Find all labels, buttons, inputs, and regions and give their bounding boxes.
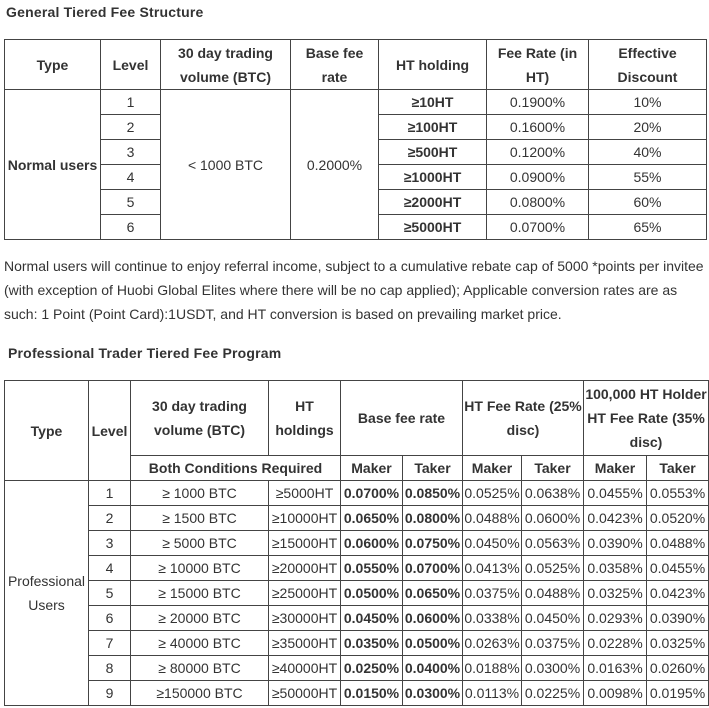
level-cell: 1 bbox=[101, 90, 161, 115]
col-ht-holding: HT holding bbox=[379, 40, 487, 90]
ht-holdings-cell: ≥35000HT bbox=[269, 631, 341, 656]
table-row bbox=[5, 681, 709, 706]
col-base-maker: Maker bbox=[341, 456, 403, 481]
holder-maker-cell: 0.0163% bbox=[584, 656, 647, 681]
base-taker-cell: 0.0850% bbox=[403, 481, 463, 506]
base-taker-cell: 0.0300% bbox=[403, 681, 463, 706]
type-cell: Professional Users bbox=[5, 481, 89, 706]
ht-holdings-cell: ≥25000HT bbox=[269, 581, 341, 606]
professional-fee-table bbox=[4, 380, 709, 706]
ht-maker-cell: 0.0263% bbox=[463, 631, 522, 656]
base-maker-cell: 0.0550% bbox=[341, 556, 403, 581]
holder-maker-cell: 0.0455% bbox=[584, 481, 647, 506]
base-maker-cell: 0.0450% bbox=[341, 606, 403, 631]
ht-holdings-cell: ≥15000HT bbox=[269, 531, 341, 556]
ht-holding-cell: ≥500HT bbox=[379, 140, 487, 165]
general-fee-table bbox=[4, 39, 707, 240]
volume-cell: ≥ 80000 BTC bbox=[131, 656, 269, 681]
base-maker-cell: 0.0250% bbox=[341, 656, 403, 681]
base-fee-cell: 0.2000% bbox=[291, 90, 379, 240]
ht-maker-cell: 0.0338% bbox=[463, 606, 522, 631]
ht-holdings-cell: ≥30000HT bbox=[269, 606, 341, 631]
professional-fee-title: Professional Trader Tiered Fee Program bbox=[8, 345, 282, 361]
volume-cell: ≥ 20000 BTC bbox=[131, 606, 269, 631]
discount-cell: 60% bbox=[589, 190, 707, 215]
discount-cell: 55% bbox=[589, 165, 707, 190]
ht-holding-cell: ≥1000HT bbox=[379, 165, 487, 190]
ht-holdings-cell: ≥50000HT bbox=[269, 681, 341, 706]
base-maker-cell: 0.0350% bbox=[341, 631, 403, 656]
ht-taker-cell: 0.0488% bbox=[522, 581, 584, 606]
base-taker-cell: 0.0800% bbox=[403, 506, 463, 531]
ht-holdings-cell: ≥20000HT bbox=[269, 556, 341, 581]
col-holder-taker: Taker bbox=[647, 456, 709, 481]
ht-taker-cell: 0.0375% bbox=[522, 631, 584, 656]
ht-maker-cell: 0.0525% bbox=[463, 481, 522, 506]
col-level: Level bbox=[89, 381, 131, 481]
base-maker-cell: 0.0650% bbox=[341, 506, 403, 531]
discount-cell: 10% bbox=[589, 90, 707, 115]
both-conditions-label: Both Conditions Required bbox=[131, 456, 341, 481]
level-cell: 5 bbox=[101, 190, 161, 215]
holder-taker-cell: 0.0423% bbox=[647, 581, 709, 606]
col-type: Type bbox=[5, 381, 89, 481]
level-cell: 5 bbox=[89, 581, 131, 606]
table-header-row bbox=[5, 381, 709, 456]
fee-rate-cell: 0.0700% bbox=[487, 215, 589, 240]
volume-cell: ≥ 1500 BTC bbox=[131, 506, 269, 531]
col-base-fee: Base fee rate bbox=[291, 40, 379, 90]
fee-rate-cell: 0.0900% bbox=[487, 165, 589, 190]
discount-cell: 65% bbox=[589, 215, 707, 240]
level-cell: 3 bbox=[101, 140, 161, 165]
volume-cell: ≥ 1000 BTC bbox=[131, 481, 269, 506]
col-ht-holdings: HT holdings bbox=[269, 381, 341, 456]
base-maker-cell: 0.0150% bbox=[341, 681, 403, 706]
table-row bbox=[5, 631, 709, 656]
ht-holdings-cell: ≥40000HT bbox=[269, 656, 341, 681]
holder-taker-cell: 0.0195% bbox=[647, 681, 709, 706]
ht-holding-cell: ≥100HT bbox=[379, 115, 487, 140]
col-base-taker: Taker bbox=[403, 456, 463, 481]
ht-maker-cell: 0.0450% bbox=[463, 531, 522, 556]
base-maker-cell: 0.0600% bbox=[341, 531, 403, 556]
level-cell: 6 bbox=[101, 215, 161, 240]
discount-cell: 40% bbox=[589, 140, 707, 165]
base-taker-cell: 0.0700% bbox=[403, 556, 463, 581]
col-discount: Effective Discount bbox=[589, 40, 707, 90]
ht-taker-cell: 0.0450% bbox=[522, 606, 584, 631]
col-fee-rate: Fee Rate (in HT) bbox=[487, 40, 589, 90]
ht-maker-cell: 0.0488% bbox=[463, 506, 522, 531]
holder-taker-cell: 0.0390% bbox=[647, 606, 709, 631]
level-cell: 7 bbox=[89, 631, 131, 656]
level-cell: 2 bbox=[89, 506, 131, 531]
fee-rate-cell: 0.1600% bbox=[487, 115, 589, 140]
col-ht-fee: HT Fee Rate (25% disc) bbox=[463, 381, 584, 456]
ht-taker-cell: 0.0300% bbox=[522, 656, 584, 681]
col-ht-taker: Taker bbox=[522, 456, 584, 481]
holder-maker-cell: 0.0390% bbox=[584, 531, 647, 556]
level-cell: 3 bbox=[89, 531, 131, 556]
table-row bbox=[5, 481, 709, 506]
table-row bbox=[5, 581, 709, 606]
level-cell: 4 bbox=[89, 556, 131, 581]
ht-holding-cell: ≥5000HT bbox=[379, 215, 487, 240]
level-cell: 9 bbox=[89, 681, 131, 706]
base-taker-cell: 0.0500% bbox=[403, 631, 463, 656]
ht-maker-cell: 0.0188% bbox=[463, 656, 522, 681]
holder-taker-cell: 0.0260% bbox=[647, 656, 709, 681]
level-cell: 4 bbox=[101, 165, 161, 190]
ht-taker-cell: 0.0563% bbox=[522, 531, 584, 556]
holder-maker-cell: 0.0293% bbox=[584, 606, 647, 631]
ht-taker-cell: 0.0525% bbox=[522, 556, 584, 581]
holder-maker-cell: 0.0423% bbox=[584, 506, 647, 531]
volume-cell: ≥ 10000 BTC bbox=[131, 556, 269, 581]
holder-maker-cell: 0.0325% bbox=[584, 581, 647, 606]
type-cell: Normal users bbox=[5, 90, 101, 240]
referral-note: Normal users will continue to enjoy referral income, subject to a cumulative rebate cap of 5000 *points per invitee (with exception of Huobi Global Elites where there will be no cap applied); Applicable conversion rates are as such: 1 Point (Point Card):1USDT, and HT conversion is based on prevailing market price. bbox=[4, 258, 704, 322]
table-row bbox=[5, 606, 709, 631]
col-type: Type bbox=[5, 40, 101, 90]
holder-maker-cell: 0.0358% bbox=[584, 556, 647, 581]
base-taker-cell: 0.0750% bbox=[403, 531, 463, 556]
ht-maker-cell: 0.0113% bbox=[463, 681, 522, 706]
base-taker-cell: 0.0400% bbox=[403, 656, 463, 681]
table-row bbox=[5, 90, 707, 115]
holder-maker-cell: 0.0228% bbox=[584, 631, 647, 656]
volume-cell: < 1000 BTC bbox=[161, 90, 291, 240]
holder-taker-cell: 0.0488% bbox=[647, 531, 709, 556]
discount-cell: 20% bbox=[589, 115, 707, 140]
col-level: Level bbox=[101, 40, 161, 90]
level-cell: 6 bbox=[89, 606, 131, 631]
level-cell: 8 bbox=[89, 656, 131, 681]
col-volume: 30 day trading volume (BTC) bbox=[161, 40, 291, 90]
ht-maker-cell: 0.0375% bbox=[463, 581, 522, 606]
holder-maker-cell: 0.0098% bbox=[584, 681, 647, 706]
col-ht-maker: Maker bbox=[463, 456, 522, 481]
holder-taker-cell: 0.0325% bbox=[647, 631, 709, 656]
base-taker-cell: 0.0650% bbox=[403, 581, 463, 606]
fee-rate-cell: 0.1200% bbox=[487, 140, 589, 165]
table-header-row bbox=[5, 40, 707, 90]
ht-taker-cell: 0.0225% bbox=[522, 681, 584, 706]
holder-taker-cell: 0.0520% bbox=[647, 506, 709, 531]
volume-cell: ≥ 40000 BTC bbox=[131, 631, 269, 656]
table-row bbox=[5, 531, 709, 556]
fee-rate-cell: 0.1900% bbox=[487, 90, 589, 115]
col-holder-fee: 100,000 HT Holder HT Fee Rate (35% disc) bbox=[584, 381, 709, 456]
ht-holdings-cell: ≥10000HT bbox=[269, 506, 341, 531]
volume-cell: ≥ 5000 BTC bbox=[131, 531, 269, 556]
fee-rate-cell: 0.0800% bbox=[487, 190, 589, 215]
ht-maker-cell: 0.0413% bbox=[463, 556, 522, 581]
ht-holdings-cell: ≥5000HT bbox=[269, 481, 341, 506]
ht-taker-cell: 0.0600% bbox=[522, 506, 584, 531]
base-maker-cell: 0.0700% bbox=[341, 481, 403, 506]
col-holder-maker: Maker bbox=[584, 456, 647, 481]
col-volume: 30 day trading volume (BTC) bbox=[131, 381, 269, 456]
volume-cell: ≥ 15000 BTC bbox=[131, 581, 269, 606]
ht-taker-cell: 0.0638% bbox=[522, 481, 584, 506]
col-base-fee: Base fee rate bbox=[341, 381, 463, 456]
ht-holding-cell: ≥2000HT bbox=[379, 190, 487, 215]
base-taker-cell: 0.0600% bbox=[403, 606, 463, 631]
volume-cell: ≥150000 BTC bbox=[131, 681, 269, 706]
holder-taker-cell: 0.0553% bbox=[647, 481, 709, 506]
base-maker-cell: 0.0500% bbox=[341, 581, 403, 606]
ht-holding-cell: ≥10HT bbox=[379, 90, 487, 115]
table-row bbox=[5, 656, 709, 681]
holder-taker-cell: 0.0455% bbox=[647, 556, 709, 581]
table-row bbox=[5, 506, 709, 531]
general-fee-title: General Tiered Fee Structure bbox=[6, 4, 204, 20]
level-cell: 1 bbox=[89, 481, 131, 506]
level-cell: 2 bbox=[101, 115, 161, 140]
table-row bbox=[5, 556, 709, 581]
